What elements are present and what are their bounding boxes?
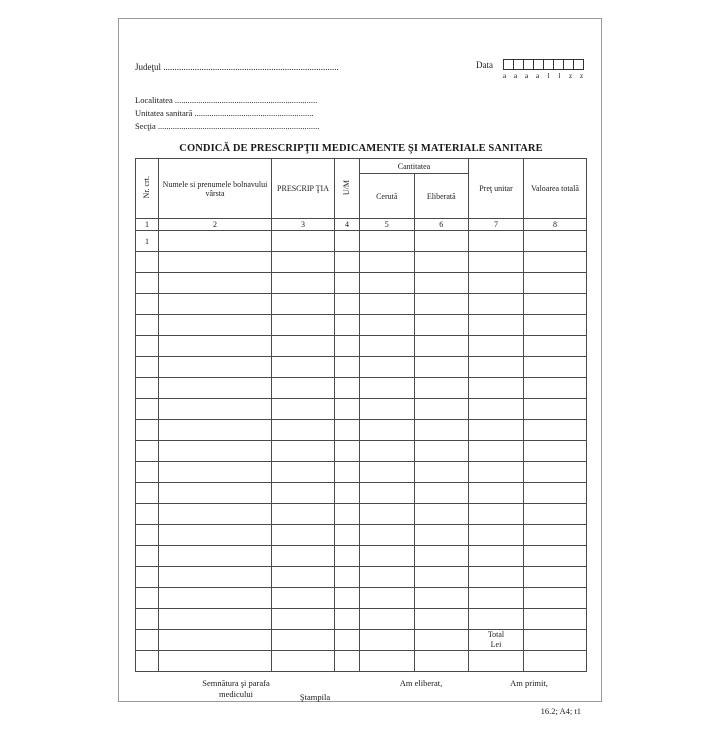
cell-prescriptia[interactable] — [272, 630, 335, 651]
date-legend-char: z — [568, 71, 573, 80]
cell-valoare-totala[interactable] — [524, 315, 587, 336]
cell-ceruta[interactable] — [360, 462, 415, 483]
cell-ceruta[interactable] — [360, 420, 415, 441]
cell-nume[interactable] — [159, 273, 272, 294]
column-number: 5 — [360, 219, 415, 231]
cell-valoare-totala[interactable] — [524, 567, 587, 588]
table-row[interactable] — [136, 651, 587, 672]
cell-pret-unitar[interactable] — [469, 399, 524, 420]
column-number: 4 — [335, 219, 360, 231]
column-number: 6 — [414, 219, 469, 231]
cell-um[interactable] — [335, 378, 360, 399]
cell-ceruta[interactable] — [360, 336, 415, 357]
table-header-group-row — [136, 159, 587, 174]
cell-ceruta[interactable] — [360, 252, 415, 273]
cell-nr-crt[interactable] — [136, 420, 159, 441]
cell-nr-crt[interactable]: 1 — [136, 231, 159, 252]
table-row[interactable] — [136, 357, 587, 378]
cell-nr-crt[interactable] — [136, 567, 159, 588]
cell-valoare-totala[interactable] — [524, 546, 587, 567]
cell-prescriptia[interactable] — [272, 609, 335, 630]
cell-pret-unitar[interactable] — [469, 378, 524, 399]
form-sheet — [118, 18, 602, 716]
table-row[interactable] — [136, 315, 587, 336]
cell-valoare-totala[interactable] — [524, 441, 587, 462]
cell-eliberata[interactable] — [414, 651, 469, 672]
signature-doctor: Semnătura şi parafa medicului — [202, 678, 270, 699]
cell-um[interactable] — [335, 525, 360, 546]
cell-valoare-totala[interactable] — [524, 399, 587, 420]
cell-ceruta[interactable] — [360, 567, 415, 588]
column-header-um: U/M — [335, 159, 360, 219]
field-sectia[interactable]: Secţia ............................................................................ — [135, 121, 320, 131]
date-legend-char: l — [558, 71, 561, 80]
form-header — [135, 37, 587, 133]
column-number: 2 — [159, 219, 272, 231]
table-row[interactable] — [136, 588, 587, 609]
cell-eliberata[interactable] — [414, 546, 469, 567]
cell-um[interactable] — [335, 399, 360, 420]
cell-valoare-totala[interactable] — [524, 504, 587, 525]
table-row[interactable] — [136, 294, 587, 315]
cell-nume[interactable] — [159, 399, 272, 420]
field-localitatea[interactable]: Localitatea ................................................................... — [135, 95, 318, 105]
date-legend-char: a — [524, 71, 529, 80]
cell-ceruta[interactable] — [360, 588, 415, 609]
table-row[interactable] — [136, 609, 587, 630]
cell-nume[interactable] — [159, 357, 272, 378]
cell-valoare-totala[interactable] — [524, 294, 587, 315]
cell-nr-crt[interactable] — [136, 441, 159, 462]
page-title: CONDICĂ DE PRESCRIPŢII MEDICAMENTE ŞI MATERIALE SANITARE — [179, 143, 543, 154]
cell-pret-unitar[interactable] — [469, 609, 524, 630]
total-lei-label: Total Lei — [469, 630, 524, 651]
signature-primit: Am primit, — [510, 678, 548, 688]
cell-nume[interactable] — [159, 336, 272, 357]
cell-um[interactable] — [335, 651, 360, 672]
column-number: 3 — [272, 219, 335, 231]
cell-eliberata[interactable] — [414, 252, 469, 273]
cell-total-valoare[interactable] — [524, 630, 587, 651]
cell-valoare-totala[interactable] — [524, 651, 587, 672]
cell-ceruta[interactable] — [360, 378, 415, 399]
cell-valoare-totala[interactable] — [524, 483, 587, 504]
cell-prescriptia[interactable] — [272, 651, 335, 672]
cell-nr-crt[interactable] — [136, 336, 159, 357]
cell-nume[interactable] — [159, 441, 272, 462]
cell-nume[interactable] — [159, 609, 272, 630]
form-content — [135, 37, 587, 738]
cell-nume[interactable] — [159, 252, 272, 273]
cell-pret-unitar[interactable] — [469, 357, 524, 378]
cell-eliberata[interactable] — [414, 273, 469, 294]
cell-nr-crt[interactable] — [136, 546, 159, 567]
cell-nume[interactable] — [159, 546, 272, 567]
cell-valoare-totala[interactable] — [524, 336, 587, 357]
column-number: 1 — [136, 219, 159, 231]
cell-prescriptia[interactable] — [272, 420, 335, 441]
cell-pret-unitar[interactable] — [469, 588, 524, 609]
table-row[interactable] — [136, 399, 587, 420]
cell-um[interactable] — [335, 336, 360, 357]
cell-valoare-totala[interactable] — [524, 231, 587, 252]
cell-pret-unitar[interactable] — [469, 546, 524, 567]
cell-nr-crt[interactable] — [136, 357, 159, 378]
date-legend-char: a — [502, 71, 507, 80]
cell-nr-crt[interactable] — [136, 252, 159, 273]
field-unitatea-sanitara[interactable]: Unitatea sanitară ........................................................ — [135, 108, 314, 118]
date-entry[interactable] — [499, 59, 587, 80]
cell-nume[interactable] — [159, 231, 272, 252]
cell-eliberata[interactable] — [414, 231, 469, 252]
cell-valoare-totala[interactable] — [524, 525, 587, 546]
cell-nume[interactable] — [159, 588, 272, 609]
cell-um[interactable] — [335, 294, 360, 315]
cell-pret-unitar[interactable] — [469, 231, 524, 252]
cell-nume[interactable] — [159, 651, 272, 672]
date-legend-char: l — [547, 71, 550, 80]
cell-um[interactable] — [335, 588, 360, 609]
cell-eliberata[interactable] — [414, 630, 469, 651]
table-row[interactable] — [136, 504, 587, 525]
cell-prescriptia[interactable] — [272, 273, 335, 294]
table-row-total[interactable] — [136, 630, 587, 651]
cell-eliberata[interactable] — [414, 336, 469, 357]
cell-nume[interactable] — [159, 525, 272, 546]
cell-prescriptia[interactable] — [272, 546, 335, 567]
table-row[interactable] — [136, 546, 587, 567]
table-row[interactable] — [136, 378, 587, 399]
cell-nr-crt[interactable] — [136, 504, 159, 525]
cell-ceruta[interactable] — [360, 441, 415, 462]
signature-stamp: Ştampila — [299, 692, 331, 702]
cell-valoare-totala[interactable] — [524, 273, 587, 294]
cell-nume[interactable] — [159, 315, 272, 336]
cell-pret-unitar[interactable] — [469, 252, 524, 273]
cell-nr-crt[interactable] — [136, 630, 159, 651]
cell-nume[interactable] — [159, 504, 272, 525]
cell-pret-unitar[interactable] — [469, 483, 524, 504]
cell-nume[interactable] — [159, 630, 272, 651]
cell-ceruta[interactable] — [360, 630, 415, 651]
cell-ceruta[interactable] — [360, 546, 415, 567]
cell-nr-crt[interactable] — [136, 399, 159, 420]
cell-nr-crt[interactable] — [136, 294, 159, 315]
cell-eliberata[interactable] — [414, 567, 469, 588]
cell-nr-crt[interactable] — [136, 273, 159, 294]
column-header-valoarea-totala: Valoarea totală — [524, 159, 587, 219]
cell-um[interactable] — [335, 504, 360, 525]
cell-um[interactable] — [335, 357, 360, 378]
cell-prescriptia[interactable] — [272, 336, 335, 357]
cell-ceruta[interactable] — [360, 231, 415, 252]
cell-um[interactable] — [335, 273, 360, 294]
cell-valoare-totala[interactable] — [524, 357, 587, 378]
cell-ceruta[interactable] — [360, 273, 415, 294]
table-row[interactable] — [136, 273, 587, 294]
cell-ceruta[interactable] — [360, 399, 415, 420]
column-header-pret-unitar: Preţ unitar — [469, 159, 524, 219]
table-column-numbers-row — [136, 219, 587, 231]
cell-nr-crt[interactable] — [136, 315, 159, 336]
table-row[interactable] — [136, 525, 587, 546]
cell-prescriptia[interactable] — [272, 252, 335, 273]
table-row[interactable] — [136, 420, 587, 441]
date-legend-char: z — [579, 71, 584, 80]
signature-eliberat: Am eliberat, — [399, 678, 443, 688]
cell-um[interactable] — [335, 546, 360, 567]
cell-ceruta[interactable] — [360, 525, 415, 546]
cell-nume[interactable] — [159, 420, 272, 441]
cell-prescriptia[interactable] — [272, 357, 335, 378]
table-row[interactable] — [136, 483, 587, 504]
cell-pret-unitar[interactable] — [469, 504, 524, 525]
cell-pret-unitar[interactable] — [469, 336, 524, 357]
cell-eliberata[interactable] — [414, 609, 469, 630]
date-legend-char: a — [513, 71, 518, 80]
cell-nume[interactable] — [159, 567, 272, 588]
cell-um[interactable] — [335, 315, 360, 336]
date-legend — [499, 71, 587, 80]
cell-nume[interactable] — [159, 462, 272, 483]
cell-prescriptia[interactable] — [272, 441, 335, 462]
cell-eliberata[interactable] — [414, 357, 469, 378]
cell-pret-unitar[interactable] — [469, 567, 524, 588]
cell-um[interactable] — [335, 567, 360, 588]
cell-um[interactable] — [335, 483, 360, 504]
cell-nr-crt[interactable] — [136, 588, 159, 609]
table-row[interactable] — [136, 336, 587, 357]
cell-ceruta[interactable] — [360, 504, 415, 525]
date-block — [476, 37, 587, 80]
cell-valoare-totala[interactable] — [524, 378, 587, 399]
cell-eliberata[interactable] — [414, 315, 469, 336]
prescription-table — [135, 158, 587, 672]
column-number: 8 — [524, 219, 587, 231]
column-header-nume-prenume: Numele si prenumele bolnavului vârsta — [159, 159, 272, 219]
cell-um[interactable] — [335, 441, 360, 462]
field-judet[interactable]: Judeţul .............................................................................. — [135, 62, 339, 72]
column-header-cantitatea: Cantitatea — [360, 159, 469, 174]
cell-nume[interactable] — [159, 294, 272, 315]
cell-valoare-totala[interactable] — [524, 609, 587, 630]
table-row[interactable] — [136, 441, 587, 462]
cell-prescriptia[interactable] — [272, 504, 335, 525]
cell-eliberata[interactable] — [414, 378, 469, 399]
cell-pret-unitar[interactable] — [469, 315, 524, 336]
cell-eliberata[interactable] — [414, 483, 469, 504]
date-box[interactable] — [573, 59, 584, 70]
cell-um[interactable] — [335, 630, 360, 651]
table-row[interactable] — [136, 252, 587, 273]
cell-eliberata[interactable] — [414, 504, 469, 525]
cell-nr-crt[interactable] — [136, 378, 159, 399]
cell-pret-unitar[interactable] — [469, 420, 524, 441]
cell-pret-unitar[interactable] — [469, 525, 524, 546]
cell-pret-unitar[interactable] — [469, 462, 524, 483]
date-label: Data — [476, 60, 493, 70]
cell-ceruta[interactable] — [360, 294, 415, 315]
cell-pret-unitar[interactable] — [469, 273, 524, 294]
cell-eliberata[interactable] — [414, 462, 469, 483]
cell-prescriptia[interactable] — [272, 567, 335, 588]
column-header-prescriptia: PRESCRIP ŢIA — [272, 159, 335, 219]
table-row[interactable] — [136, 567, 587, 588]
cell-prescriptia[interactable] — [272, 315, 335, 336]
cell-ceruta[interactable] — [360, 483, 415, 504]
date-legend-char: a — [535, 71, 540, 80]
column-header-nr-crt: Nr. crt. — [136, 159, 159, 219]
cell-prescriptia[interactable] — [272, 378, 335, 399]
cell-eliberata[interactable] — [414, 399, 469, 420]
form-code: 16.2; A4; t1 — [540, 706, 581, 716]
cell-prescriptia[interactable] — [272, 588, 335, 609]
cell-ceruta[interactable] — [360, 357, 415, 378]
cell-prescriptia[interactable] — [272, 483, 335, 504]
cell-um[interactable] — [335, 252, 360, 273]
cell-nr-crt[interactable] — [136, 462, 159, 483]
form-footer — [135, 678, 587, 738]
cell-pret-unitar[interactable] — [469, 651, 524, 672]
cell-valoare-totala[interactable] — [524, 462, 587, 483]
cell-eliberata[interactable] — [414, 525, 469, 546]
cell-eliberata[interactable] — [414, 588, 469, 609]
cell-pret-unitar[interactable] — [469, 294, 524, 315]
column-number: 7 — [469, 219, 524, 231]
table-row[interactable] — [136, 231, 587, 252]
cell-nr-crt[interactable] — [136, 609, 159, 630]
cell-um[interactable] — [335, 462, 360, 483]
cell-eliberata[interactable] — [414, 441, 469, 462]
cell-ceruta[interactable] — [360, 651, 415, 672]
cell-um[interactable] — [335, 609, 360, 630]
cell-eliberata[interactable] — [414, 294, 469, 315]
cell-valoare-totala[interactable] — [524, 588, 587, 609]
cell-valoare-totala[interactable] — [524, 252, 587, 273]
cell-nr-crt[interactable] — [136, 651, 159, 672]
cell-prescriptia[interactable] — [272, 525, 335, 546]
column-header-ceruta: Cerută — [360, 174, 415, 219]
date-boxes[interactable] — [503, 59, 583, 70]
cell-eliberata[interactable] — [414, 420, 469, 441]
cell-pret-unitar[interactable] — [469, 441, 524, 462]
cell-nr-crt[interactable] — [136, 483, 159, 504]
cell-nr-crt[interactable] — [136, 525, 159, 546]
cell-prescriptia[interactable] — [272, 399, 335, 420]
cell-ceruta[interactable] — [360, 609, 415, 630]
cell-prescriptia[interactable] — [272, 462, 335, 483]
cell-um[interactable] — [335, 420, 360, 441]
column-header-eliberata: Eliberată — [414, 174, 469, 219]
table-row[interactable] — [136, 462, 587, 483]
cell-prescriptia[interactable] — [272, 294, 335, 315]
cell-ceruta[interactable] — [360, 315, 415, 336]
cell-nume[interactable] — [159, 483, 272, 504]
cell-nume[interactable] — [159, 378, 272, 399]
cell-um[interactable] — [335, 231, 360, 252]
header-fields — [135, 37, 385, 133]
cell-prescriptia[interactable] — [272, 231, 335, 252]
cell-valoare-totala[interactable] — [524, 420, 587, 441]
